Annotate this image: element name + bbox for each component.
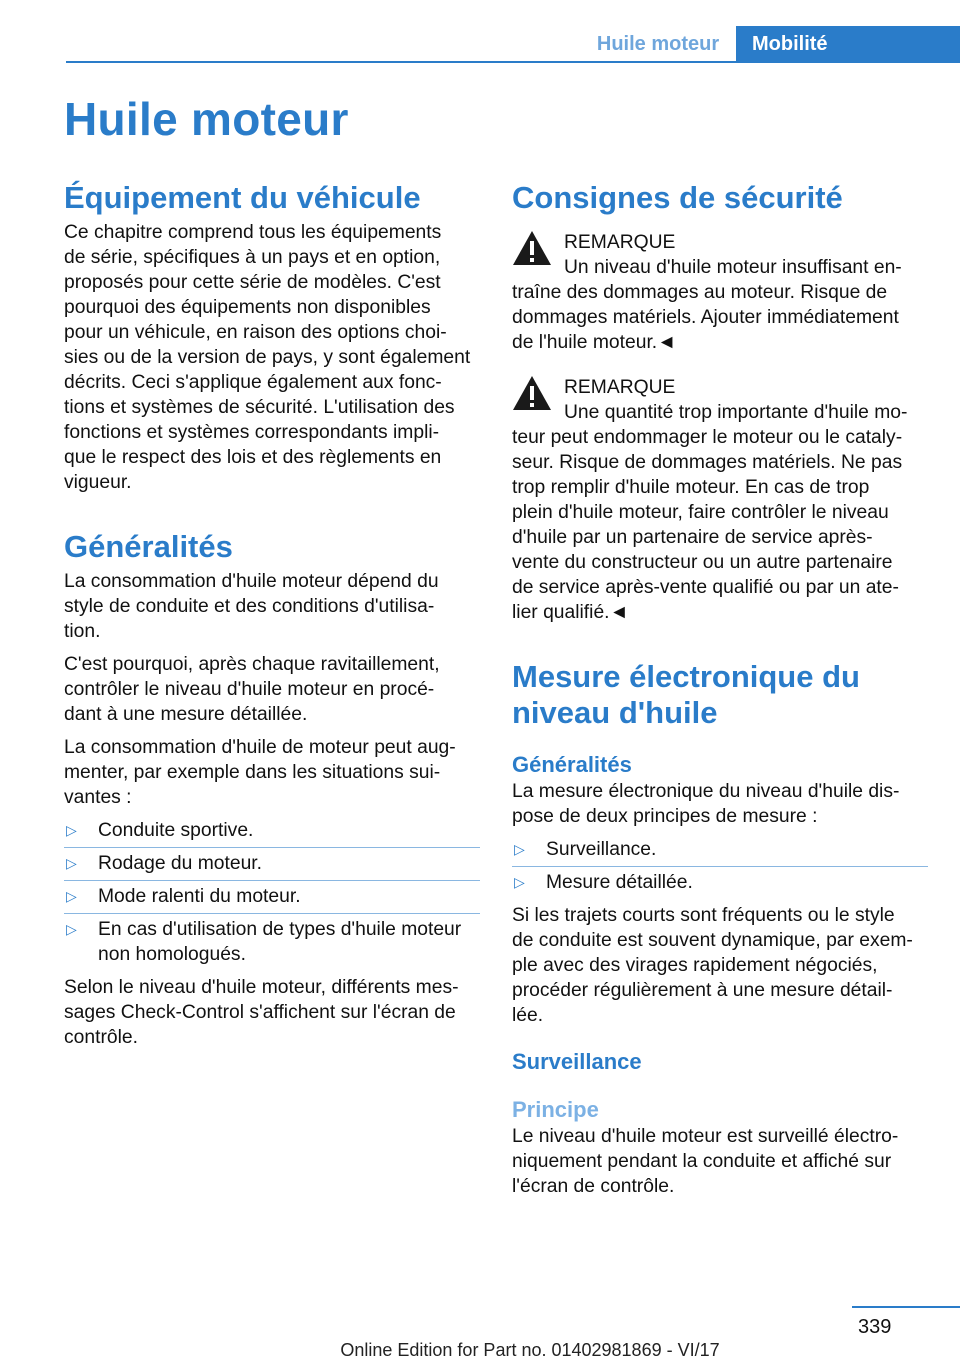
header-chapter-tab: Mobilité [736, 26, 960, 62]
mesure-paragraph-1: La mesure électronique du niveau d'huile dis‐ pose de deux principes de mesure : [512, 781, 900, 827]
warning-label: REMARQUE [564, 377, 676, 398]
right-column [512, 180, 928, 1199]
page-title: Huile moteur [64, 93, 349, 145]
triangle-bullet-icon: ▷ [514, 841, 525, 857]
generalites-paragraph-2: C'est pourquoi, après chaque ravitaillement, contrôler le niveau d'huile moteur en procé‐ dant à une mesure détaillée. [64, 654, 440, 725]
principe-paragraph: Le niveau d'huile moteur est surveillé électro‐ niquement pendant la conduite et affiché sur l'écran de contrôle. [512, 1126, 899, 1197]
left-column [64, 180, 480, 1050]
triangle-bullet-icon: ▷ [514, 874, 525, 890]
triangle-bullet-icon: ▷ [66, 822, 77, 838]
triangle-bullet-icon: ▷ [66, 888, 77, 904]
heading-mesure-electronique: Mesure électronique du niveau d'huile [512, 659, 860, 730]
warning-notice-1 [512, 230, 928, 355]
subheading-principe: Principe [512, 1097, 599, 1122]
warning-text: teur peut endommager le moteur ou le cataly‐ seur. Risque de dommages matériels. Ne pas trop remplir d'huile moteur. En cas de trop plein d'huile moteur, faire contrôler le niveau d'huile par un partenaire de service après- vente du constructeur ou un autre partenaire de service après-vente qualifié ou par un ate‐ lier qualifié.◄ [512, 427, 903, 623]
list-item: ▷ Conduite sportive. [64, 818, 480, 843]
footer-rule [852, 1306, 960, 1308]
list-item: ▷ Surveillance. [512, 837, 928, 862]
warning-text-first-line: Une quantité trop importante d'huile mo‐ [564, 402, 908, 423]
generalites-paragraph-3: La consommation d'huile de moteur peut aug‐ menter, par exemple dans les situations sui‐ vantes : [64, 737, 456, 808]
list-item: ▷ Rodage du moteur. [64, 851, 480, 876]
list-item: ▷ Mesure détaillée. [514, 872, 693, 893]
subheading-generalites: Généralités [512, 752, 632, 777]
warning-text-first-line: Un niveau d'huile moteur insuffisant en‐ [564, 257, 902, 278]
warning-triangle-icon [512, 230, 552, 266]
measurement-principles-list [512, 837, 928, 895]
consumption-situations-list [64, 818, 480, 967]
triangle-bullet-icon: ▷ [66, 855, 77, 871]
list-item: ▷ Mode ralenti du moteur. [64, 884, 480, 909]
edition-note: Online Edition for Part no. 01402981869 - VI/17 [340, 1340, 720, 1360]
triangle-bullet-icon: ▷ [66, 921, 77, 937]
equipement-text: Ce chapitre comprend tous les équipements de série, spécifiques à un pays et en option, proposés pour cette série de modèles. C'est pourquoi des équipements non disponibles pour un véhicule, en raison des options choi‐ sies ou de la version de pays, y sont également décrits. Ceci s'applique également aux fonc‐ tions et systèmes de sécurité. L'utilisation des fonctions et systèmes correspondants impli‐ que le respect des lois et des règlements en vigueur. [64, 222, 471, 493]
warning-notice-2 [512, 375, 928, 625]
warning-triangle-icon [512, 375, 552, 411]
mesure-paragraph-2: Si les trajets courts sont fréquents ou le style de conduite est souvent dynamique, par exem‐ ple avec des virages rapidement négociés, procéder régulièrement à une mesure détail‐ lée. [512, 905, 913, 1026]
header-section-label: Huile moteur [596, 33, 720, 55]
subheading-surveillance: Surveillance [512, 1049, 642, 1074]
warning-text: traîne des dommages au moteur. Risque de dommages matériels. Ajouter immédiatement de l'huile moteur.◄ [512, 282, 899, 353]
heading-consignes: Consignes de sécurité [512, 180, 843, 215]
heading-equipement: Équipement du véhicule [64, 180, 421, 215]
generalites-paragraph-4: Selon le niveau d'huile moteur, différents mes‐ sages Check-Control s'affichent sur l'écran de contrôle. [64, 977, 459, 1048]
generalites-paragraph-1: La consommation d'huile moteur dépend du style de conduite et des conditions d'utilisa‐ tion. [64, 571, 439, 642]
warning-label: REMARQUE [564, 232, 676, 253]
heading-generalites: Généralités [64, 529, 233, 564]
page-number: 339 [858, 1316, 892, 1338]
header-rule [66, 61, 960, 63]
list-item: ▷ En cas d'utilisation de types d'huile moteur non homologués. [66, 919, 462, 965]
